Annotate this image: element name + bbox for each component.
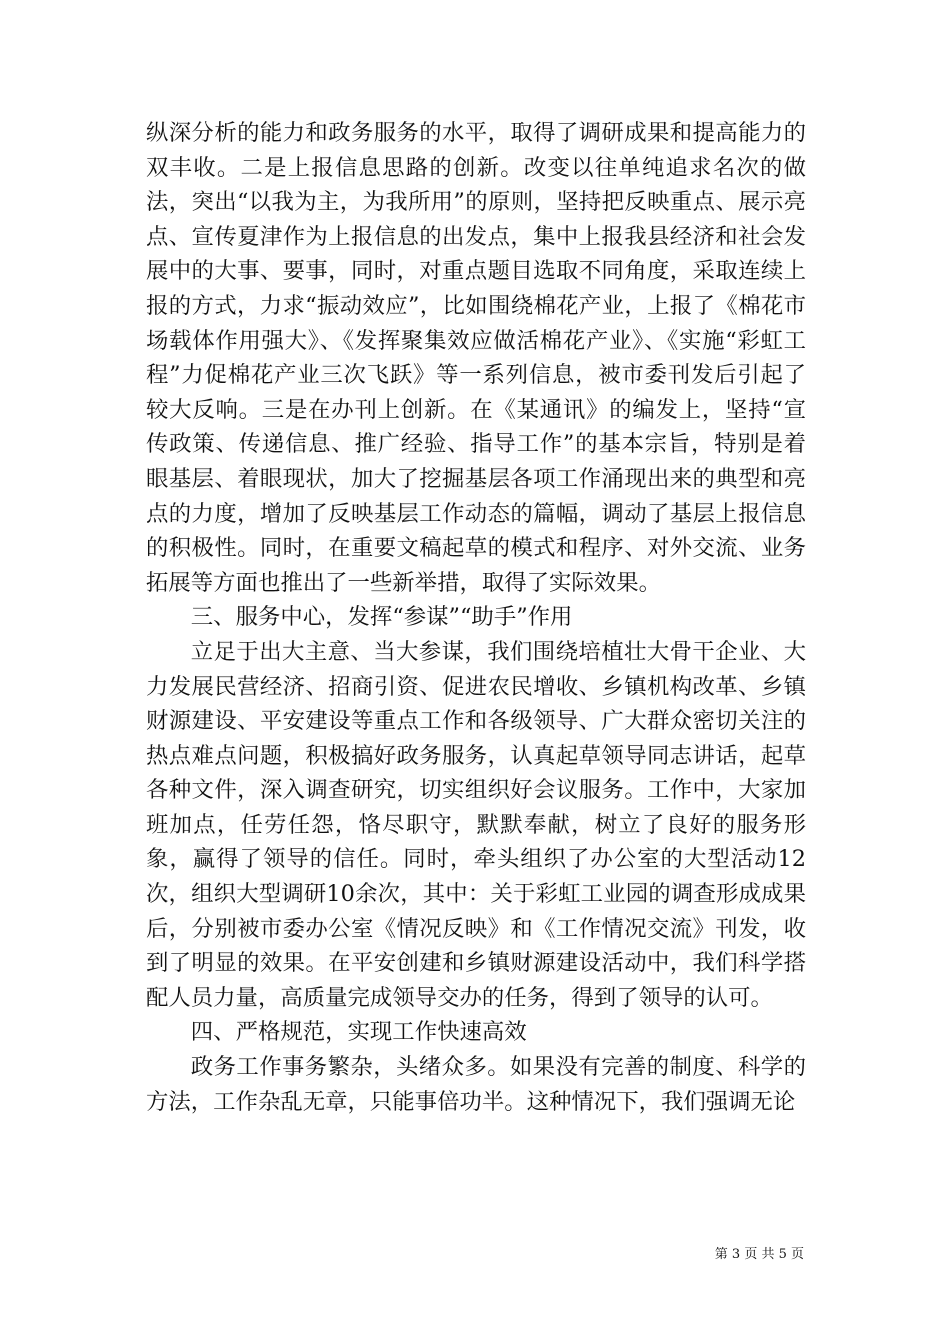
section-heading-4: 四、严格规范，实现工作快速高效 [190,1019,527,1046]
document-body [146,116,806,1119]
paragraph-continuation: 纵深分析的能力和政务服务的水平，取得了调研成果和提高能力的双丰收。二是上报信息思路的创新。改变以往单纯追求名次的做法，突出“以我为主，为我所用”的原则，坚持把反映重点、展示亮点、宣传夏津作为上报信息的出发点，集中上报我县经济和社会发展中的大事、要事，同时，对重点题目选取不同角度，采取连续上报的方式，力求“振动效应”，比如围绕棉花产业，上报了《棉花市场载体作用强大》、《发挥聚集效应做活棉花产业》、《实施“彩虹工程”力促棉花产业三次飞跃》等一系列信息，被市委刊发后引起了较大反响。三是在办刊上创新。在《某通讯》的编发上，坚持“宣传政策、传递信息、推广经验、指导工作”的基本宗旨，特别是着眼基层、着眼现状，加大了挖掘基层各项工作涌现出来的典型和亮点的力度，增加了反映基层工作动态的篇幅，调动了基层上报信息的积极性。同时，在重要文稿起草的模式和程序、对外交流、业务拓展等方面也推出了一些新举措，取得了实际效果。 [146,120,806,596]
page-number-footer: 第 3 页 共 5 页 [714,1247,804,1262]
paragraph-section-4: 政务工作事务繁杂，头绪众多。如果没有完善的制度、科学的方法，工作杂乱无章，只能事倍功半。这种情况下，我们强调无论 [146,1054,806,1115]
paragraph-section-3: 立足于出大主意、当大参谋，我们围绕培植壮大骨干企业、大力发展民营经济、招商引资、促进农民增收、乡镇机构改革、乡镇财源建设、平安建设等重点工作和各级领导、广大群众密切关注的热点难点问题，积极搞好政务服务，认真起草领导同志讲话，起草各种文件，深入调查研究，切实组织好会议服务。工作中，大家加班加点，任劳任怨，恪尽职守，默默奉献，树立了良好的服务形象，赢得了领导的信任。同时，牵头组织了办公室的大型活动12次，组织大型调研10余次，其中：关于彩虹工业园的调查形成成果后，分别被市委办公室《情况反映》和《工作情况交流》刊发，收到了明显的效果。在平安创建和乡镇财源建设活动中，我们科学搭配人员力量，高质量完成领导交办的任务，得到了领导的认可。 [146,638,806,1011]
section-heading-3: 三、服务中心，发挥“参谋”“助手”作用 [190,604,573,631]
